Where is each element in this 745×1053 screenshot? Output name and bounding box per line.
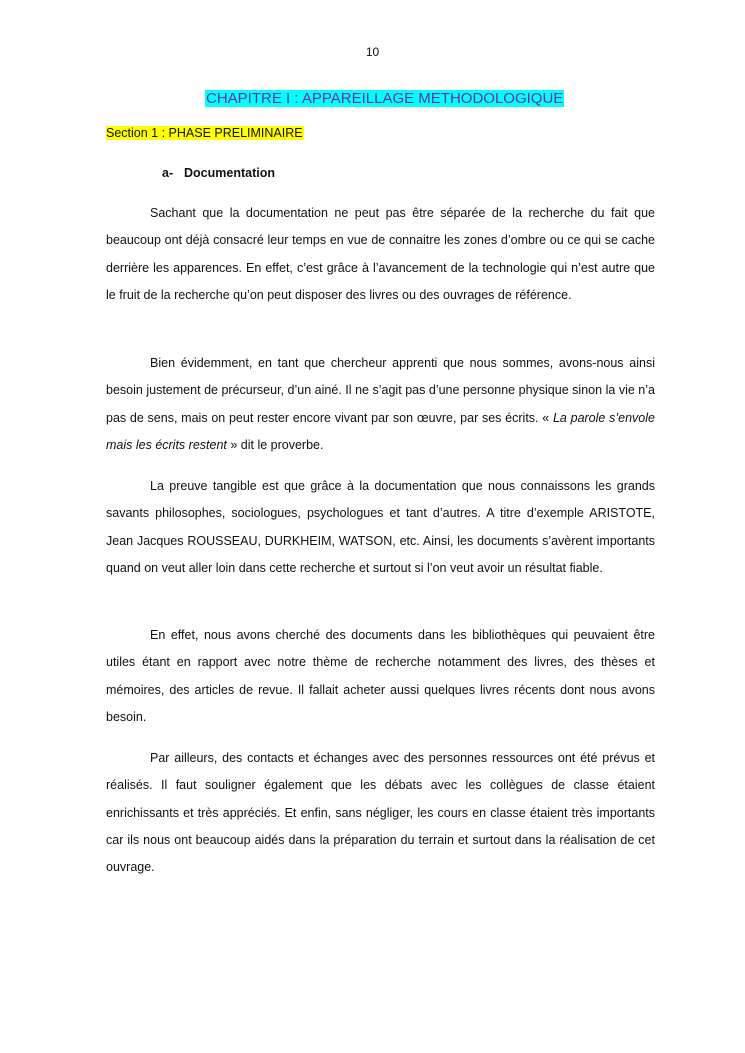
paragraph-2-text-before: Bien évidemment, en tant que chercheur apprenti que nous sommes, avons-nous ainsi besoin justement de précurseur, d’un ainé. Il ne s’agit pas d’une personne physique sinon la vie n’a pas de sens, mais on peut rester encore vivant par son œuvre, par ses écrits. « [106,356,655,425]
subsection-title: Documentation [184,166,275,180]
paragraph-5: Par ailleurs, des contacts et échanges avec des personnes ressources ont été prévus et réalisés. Il faut souligner également que les débats avec les collègues de classe étaient enrichissants et très appréciés. Et enfin, sans négliger, les cours en classe étaient très importants car ils nous ont beaucoup aidés dans la préparation du terrain et surtout dans la réalisation de cet ouvrage. [106,751,655,875]
paragraph-1: Sachant que la documentation ne peut pas être séparée de la recherche du fait que beaucoup ont déjà consacré leur temps en vue de connaitre les zones d’ombre ou ce qui se cache derrière les apparences. En effet, c’est grâce à l’avancement de la technologie qui n’est autre que le fruit de la recherche qu’on peut disposer des livres ou des ouvrages de référence. [106,206,655,302]
paragraph-3: La preuve tangible est que grâce à la documentation que nous connaissons les grands savants philosophes, sociologues, psychologues et tant d’autres. A titre d’exemple ARISTOTE, Jean Jacques ROUSSEAU, DURKHEIM, WATSON, etc. Ainsi, les documents s’avèrent importants quand on veut aller loin dans cette recherche et surtout si l’on veut avoir un résultat fiable. [106,479,655,575]
subsection-marker: a- [162,166,174,180]
chapter-title [205,89,564,109]
section-title [106,125,304,142]
section-title-text: Section 1 : PHASE PRELIMINAIRE [106,126,303,140]
subsection-heading [162,166,275,180]
chapter-title-text: CHAPITRE I : APPAREILLAGE METHODOLOGIQUE [206,90,564,107]
paragraph-2 [106,350,655,459]
paragraph-2-text-after: » dit le proverbe. [226,437,324,452]
paragraph-4: En effet, nous avons cherché des documents dans les bibliothèques qui peuvaient être utiles étant en rapport avec notre thème de recherche notamment des livres, des thèses et mémoires, des articles de revue. Il fallait acheter aussi quelques livres récents dont nous avons besoin. [106,628,655,724]
page-number: 10 [365,45,380,59]
proverb-quote: La parole s’envole mais les écrits restent [106,410,655,452]
